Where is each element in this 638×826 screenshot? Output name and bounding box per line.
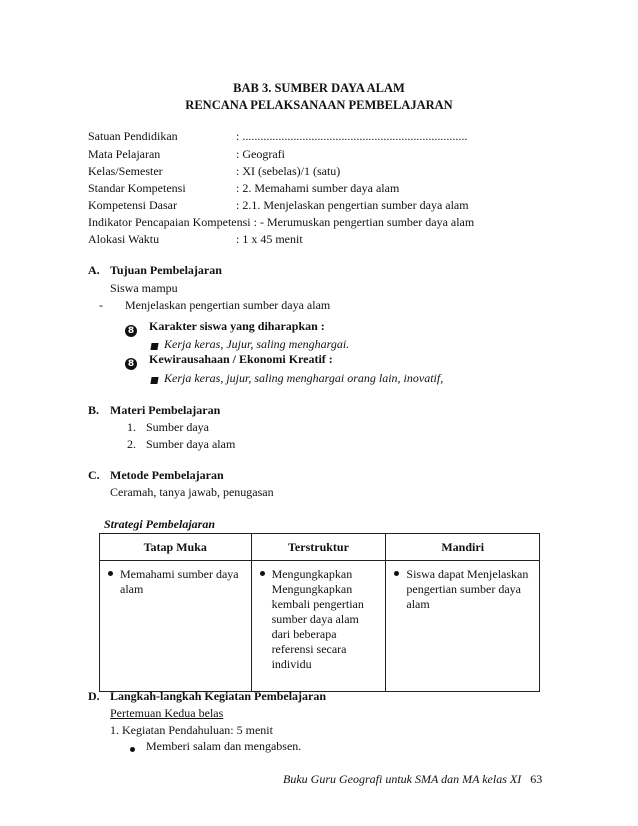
column-header: Tatap Muka: [100, 534, 252, 561]
section-d-heading: Langkah-langkah Kegiatan Pembelajaran: [110, 689, 327, 703]
indicator-line: Indikator Pencapaian Kompetensi : - Merumuskan pengertian sumber daya alam: [88, 215, 475, 229]
field-label: Standar Kompetensi: [88, 181, 186, 195]
entrepreneurship-values: Kerja keras, jujur, saling menghargai orang lain, inovatif,: [164, 371, 444, 385]
field-value: : 1 x 45 menit: [236, 232, 303, 246]
strategy-table: [99, 533, 540, 692]
field-label: Mata Pelajaran: [88, 147, 161, 161]
square-bullet-icon: [151, 373, 158, 389]
table-header-row: [100, 534, 540, 561]
bullet-icon: [108, 571, 113, 576]
bullet-icon: [130, 742, 135, 758]
dash-marker: -: [99, 298, 103, 312]
page-footer: [283, 771, 542, 787]
section-c-heading: Metode Pembelajaran: [110, 468, 224, 482]
column-header: Mandiri: [386, 534, 540, 561]
rpp-title: RENCANA PELAKSANAAN PEMBELAJARAN: [185, 98, 453, 112]
objective-text: Menjelaskan pengertian sumber daya alam: [125, 298, 331, 312]
section-c-letter: C.: [88, 468, 100, 482]
chapter-title: BAB 3. SUMBER DAYA ALAM: [233, 81, 405, 95]
section-b-letter: B.: [88, 403, 100, 417]
field-label: Kelas/Semester: [88, 164, 163, 178]
page-number: 63: [530, 772, 543, 786]
character-values: Kerja keras, Jujur, saling menghargai.: [164, 337, 350, 351]
list-item: Sumber daya: [146, 420, 209, 434]
strategy-heading: Strategi Pembelajaran: [104, 517, 215, 531]
table-cell: [251, 561, 386, 692]
cell-text: Siswa dapat Menjelaskan pengertian sumber daya alam: [406, 567, 529, 611]
table-cell: [100, 561, 252, 692]
field-value: : ...........................................................................: [236, 129, 468, 143]
character-heading: Karakter siswa yang diharapkan :: [149, 319, 325, 333]
character-icon: 8: [125, 320, 137, 337]
activity-item: Memberi salam dan mengabsen.: [146, 739, 302, 753]
field-value: : 2.1. Menjelaskan pengertian sumber daya alam: [236, 198, 469, 212]
bullet-icon: [260, 571, 265, 576]
entrepreneurship-heading: Kewirausahaan / Ekonomi Kreatif :: [149, 352, 333, 366]
table-cell: [386, 561, 540, 692]
cell-text: Memahami sumber daya alam: [120, 567, 239, 596]
meeting-label: Pertemuan Kedua belas: [110, 706, 224, 720]
field-label: Kompetensi Dasar: [88, 198, 177, 212]
section-b-heading: Materi Pembelajaran: [110, 403, 221, 417]
section-a-intro: Siswa mampu: [110, 281, 178, 295]
section-a-letter: A.: [88, 263, 100, 277]
list-item: Sumber daya alam: [146, 437, 236, 451]
list-item-number: 2.: [127, 437, 136, 451]
field-label: Alokasi Waktu: [88, 232, 160, 246]
field-value: : Geografi: [236, 147, 285, 161]
section-a-heading: Tujuan Pembelajaran: [110, 263, 222, 277]
field-value: : XI (sebelas)/1 (satu): [236, 164, 341, 178]
field-value: : 2. Memahami sumber daya alam: [236, 181, 400, 195]
field-label: Satuan Pendidikan: [88, 129, 178, 143]
entrepreneurship-icon: 8: [125, 353, 137, 370]
section-d-letter: D.: [88, 689, 100, 703]
table-row: [100, 561, 540, 692]
list-item-number: 1.: [127, 420, 136, 434]
cell-text: Mengungkapkan Mengungkapkan kembali pengertian sumber daya alam dari beberapa referensi secara individu: [271, 567, 364, 671]
activity-step: 1. Kegiatan Pendahuluan: 5 menit: [110, 723, 273, 737]
column-header: Terstruktur: [251, 534, 386, 561]
method-text: Ceramah, tanya jawab, penugasan: [110, 485, 274, 499]
footer-text: Buku Guru Geografi untuk SMA dan MA kelas XI: [283, 772, 522, 786]
